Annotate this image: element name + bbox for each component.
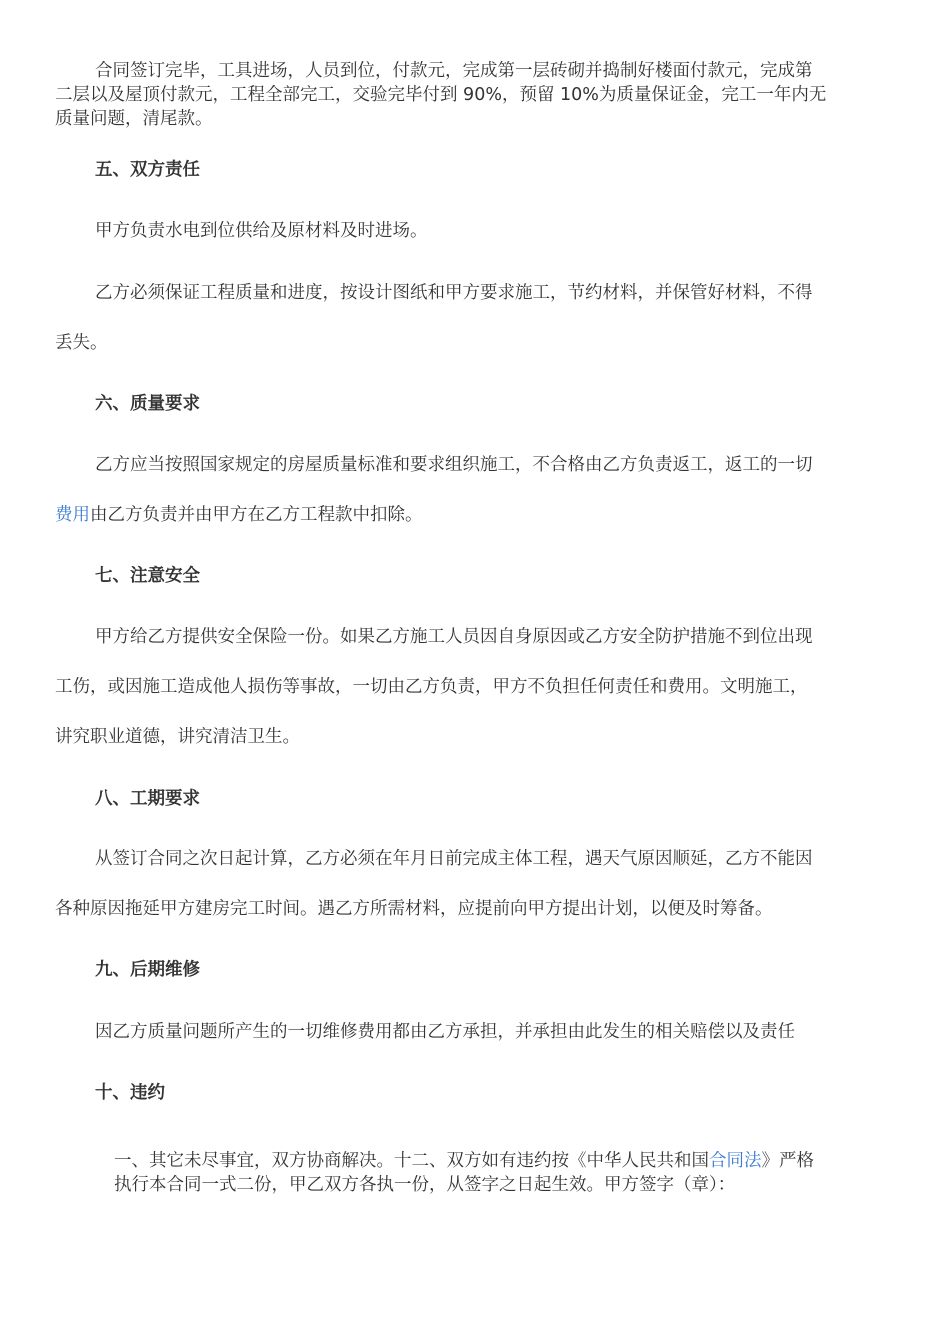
text-line: 丢失。 xyxy=(55,333,108,353)
text-line: 因乙方质量问题所产生的一切维修费用都由乙方承担，并承担由此发生的相关赔偿以及责任 xyxy=(95,1022,795,1042)
schedule-paragraph xyxy=(55,834,887,934)
responsibility-paragraph-a xyxy=(55,219,887,243)
text-line: 乙方必须保证工程质量和进度，按设计图纸和甲方要求施工，节约材料，并保管好材料，不得 xyxy=(95,283,813,303)
text-line: 讲究职业道德，讲究清洁卫生。 xyxy=(55,727,300,747)
payment-paragraph xyxy=(55,59,887,131)
section-heading-responsibilities: 五、双方责任 xyxy=(95,160,200,180)
section-heading-breach: 十、违约 xyxy=(95,1083,165,1103)
text-line: 质量问题，清尾款。 xyxy=(55,109,213,129)
section-heading-maintenance: 九、后期维修 xyxy=(95,960,200,980)
text-fragment: 由乙方负责并由甲方在乙方工程款中扣除。 xyxy=(90,505,423,525)
text-line: 工伤，或因施工造成他人损伤等事故，一切由乙方负责，甲方不负担任何责任和费用。文明施工， xyxy=(55,677,808,697)
text-line: 甲方负责水电到位供给及原材料及时进场。 xyxy=(95,221,428,241)
safety-paragraph xyxy=(55,612,887,762)
text-fragment: 》严格 xyxy=(761,1151,814,1171)
text-line xyxy=(55,490,887,540)
quality-paragraph xyxy=(55,440,887,540)
text-fragment: 一、其它未尽事宜，双方协商解决。十二、双方如有违约按《中华人民共和国 xyxy=(114,1151,709,1171)
text-line xyxy=(114,1149,894,1173)
text-line: 从签订合同之次日起计算，乙方必须在年月日前完成主体工程，遇天气原因顺延，乙方不能因 xyxy=(95,849,813,869)
maintenance-paragraph xyxy=(55,1020,887,1044)
text-line: 甲方给乙方提供安全保险一份。如果乙方施工人员因自身原因或乙方安全防护措施不到位出现 xyxy=(95,627,813,647)
text-line: 二层以及屋顶付款元，工程全部完工，交验完毕付到 90%，预留 10%为质量保证金，完工一年内无 xyxy=(55,85,827,105)
text-line: 各种原因拖延甲方建房完工时间。遇乙方所需材料，应提前向甲方提出计划，以便及时筹备。 xyxy=(55,899,773,919)
section-heading-safety: 七、注意安全 xyxy=(95,566,200,586)
breach-paragraph xyxy=(114,1149,894,1197)
fee-link[interactable]: 费用 xyxy=(55,505,90,525)
contract-law-link[interactable]: 合同法 xyxy=(709,1151,762,1171)
text-line: 执行本合同一式二份，甲乙双方各执一份，从签字之日起生效。甲方签字（章）： xyxy=(114,1175,736,1195)
section-heading-quality: 六、质量要求 xyxy=(95,394,200,414)
text-line: 合同签订完毕，工具进场，人员到位，付款元，完成第一层砖砌并捣制好楼面付款元，完成第 xyxy=(95,61,813,81)
responsibility-paragraph-b xyxy=(55,268,887,368)
text-line: 乙方应当按照国家规定的房屋质量标准和要求组织施工，不合格由乙方负责返工，返工的一切 xyxy=(95,455,813,475)
section-heading-schedule: 八、工期要求 xyxy=(95,789,200,809)
